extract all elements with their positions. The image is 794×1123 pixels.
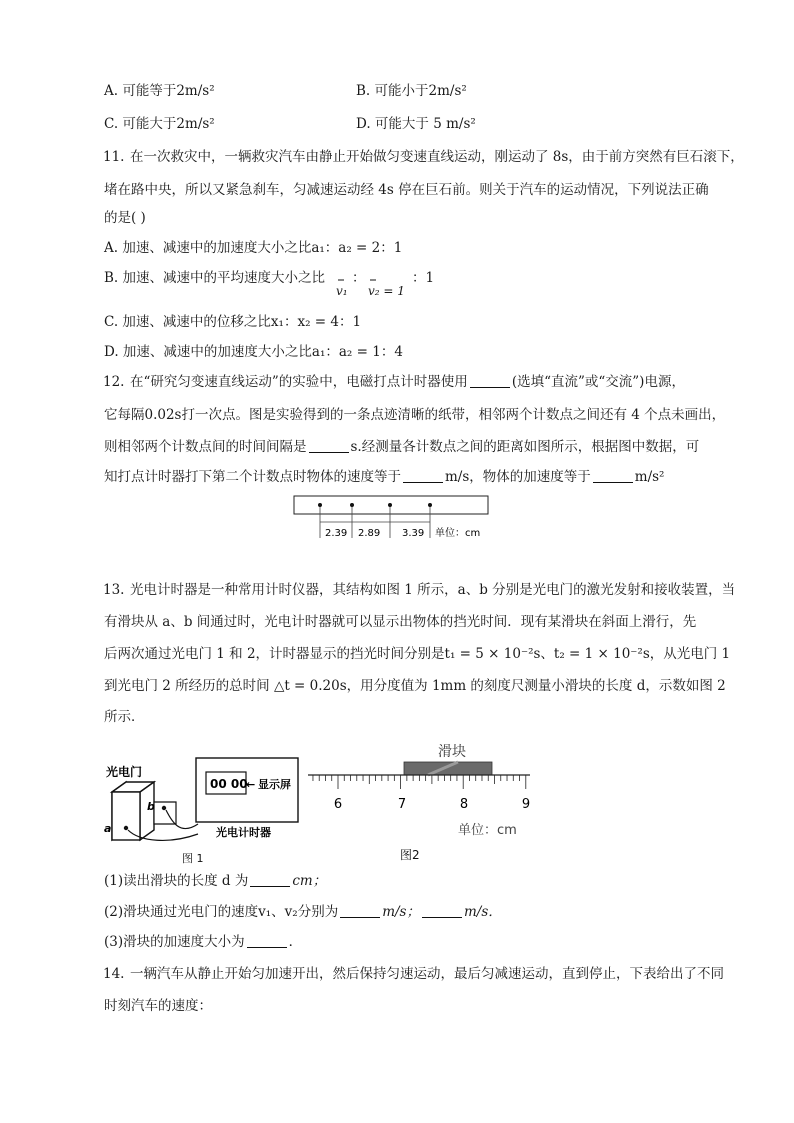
q12-blank-3[interactable] — [403, 468, 443, 483]
q13-sub1 — [104, 871, 326, 891]
figure-2-caption: 图2 — [400, 848, 420, 862]
q13-blank-v1[interactable] — [340, 903, 380, 918]
q11-number: 11. — [103, 149, 125, 165]
ruler-tick-8: 8 — [459, 797, 469, 812]
q10-option-b: B. 可能小于2m/s² — [356, 83, 467, 99]
slider-block — [404, 762, 492, 775]
figure-1-caption: 图 1 — [182, 852, 204, 865]
tape-distance-1: 2.39 — [325, 528, 348, 539]
q14-number: 14. — [103, 966, 125, 982]
q13-sub1-unit: cm； — [292, 873, 327, 889]
q12-line4-b: m/s，物体的加速度等于 — [445, 469, 591, 485]
svg-text:←: ← — [246, 778, 256, 791]
q12-line3-a: 则相邻两个计数点间的时间间隔是 — [104, 439, 307, 455]
display-screen-label: 显示屏 — [258, 778, 291, 791]
slider-label: 滑块 — [438, 744, 466, 760]
tape-distance-2: 2.89 — [358, 528, 381, 539]
photogate-label: 光电门 — [106, 765, 143, 779]
q13-sub3-text: (3)滑块的加速度大小为 — [104, 934, 245, 950]
q11-stem-line2: 堵在路中央，所以又紧急刹车，匀减速运动经 4s 停在巨石前。则关于汽车的运动情况，下列说法正确 — [104, 182, 709, 198]
q11-option-d: D. 加速、减速中的加速度大小之比a₁：a₂ = 1：4 — [104, 344, 403, 360]
q12-stem-line4 — [104, 467, 664, 487]
ruler-tick-7: 7 — [397, 797, 407, 812]
tape-distance-3: 3.39 — [402, 528, 425, 539]
receiver-label-b: b — [147, 800, 155, 813]
q13-stem-line3: 后两次通过光电门 1 和 2，计时器显示的挡光时间分别是t₁ = 5 × 10⁻²s、t₂ = 1 × 10⁻²s，从光电门 1 — [104, 646, 731, 662]
q10-option-a: A. 可能等于2m/s² — [104, 83, 215, 99]
q12-line1-b: (选填“直流”或“交流”)电源， — [511, 374, 685, 390]
paper-tape-figure — [290, 494, 500, 544]
q11-option-b-text: B. 加速、减速中的平均速度大小之比 — [104, 270, 326, 286]
q11-option-b — [104, 268, 325, 288]
q11-v2-bar: v₂ = 1 — [368, 284, 405, 298]
tape-dot-4 — [428, 503, 432, 507]
q11-option-c: C. 加速、减速中的位移之比x₁：x₂ = 4：1 — [104, 314, 362, 330]
q13-sub2-unit1: m/s； — [382, 904, 420, 920]
q13-stem-line1: 光电计时器是一种常用计时仪器，其结构如图 1 所示，a、b 分别是光电门的激光发射和接收装置，当 — [130, 582, 736, 598]
ruler-tick-6: 6 — [333, 797, 343, 812]
q13-sub2-text: (2)滑块通过光电门的速度v₁、v₂分别为 — [104, 904, 339, 920]
q13-blank-d[interactable] — [250, 872, 290, 887]
q13-stem-line5: 所示． — [104, 709, 145, 725]
q12-stem-line2: 它每隔0.02s打一次点。图是实验得到的一条点迹清晰的纸带，相邻两个计数点之间还有 4 个点未画出， — [104, 407, 726, 423]
q12-line1-a: 在“研究匀变速直线运动”的实验中，电磁打点计时器使用 — [130, 374, 468, 390]
q11-stem-line1: 在一次救灾中，一辆救灾汽车由静止开始做匀变速直线运动，刚运动了 8s，由于前方突然有巨石滚下， — [130, 149, 744, 165]
q12-line4-c: m/s² — [634, 469, 665, 485]
q12-blank-1[interactable] — [470, 373, 510, 388]
q13-stem-line4: 到光电门 2 所经历的总时间 △t = 0.20s，用分度值为 1mm 的刻度尺测量小滑块的长度 d，示数如图 2 — [104, 678, 726, 694]
q13-sub2-unit2: m/s． — [463, 904, 502, 920]
ruler-tick-9: 9 — [521, 797, 531, 812]
timer-label: 光电计时器 — [216, 826, 271, 839]
q13-sub2 — [104, 902, 502, 922]
q11-option-b-tail: ：1 — [412, 270, 435, 286]
tape-dot-2 — [350, 503, 354, 507]
ruler-unit: 单位：cm — [458, 823, 517, 838]
q12-blank-4[interactable] — [593, 468, 633, 483]
tape-unit: 单位：cm — [435, 528, 481, 539]
q11-stem-line3: 的是( ) — [104, 210, 146, 226]
photogate-figure — [100, 752, 310, 844]
q13-sub1-text: (1)读出滑块的长度 d 为 — [104, 873, 249, 889]
q12-line3-b: s.经测量各计数点之间的距离如图所示，根据图中数据，可 — [350, 439, 700, 455]
q10-option-d: D. 可能大于 5 m/s² — [356, 116, 476, 132]
q13-stem-line2: 有滑块从 a、b 间通过时，光电计时器就可以显示出物体的挡光时间．现有某滑块在斜面上滑行，先 — [104, 614, 697, 630]
q11-v1-bar: v₁ — [336, 284, 348, 298]
timer-display: 00 00 — [210, 777, 248, 791]
q12-stem-line3 — [104, 437, 699, 457]
q12-blank-2[interactable] — [309, 438, 349, 453]
q12-stem-line1 — [130, 372, 685, 392]
q12-line4-a: 知打点计时器打下第二个计数点时物体的速度等于 — [104, 469, 401, 485]
emitter-label-a: a — [104, 822, 112, 835]
q13-sub3 — [104, 932, 302, 952]
q11-bar-marks — [336, 278, 396, 284]
q13-blank-a[interactable] — [247, 933, 287, 948]
tape-dot-1 — [318, 503, 322, 507]
tape-dot-3 — [388, 503, 392, 507]
q13-number: 13. — [103, 582, 125, 598]
q11-colon: ： — [352, 270, 366, 286]
q11-option-a: A. 加速、减速中的加速度大小之比a₁：a₂ = 2：1 — [104, 240, 403, 256]
q12-number: 12. — [103, 374, 125, 390]
q10-option-c: C. 可能大于2m/s² — [104, 116, 215, 132]
q14-stem-line2: 时刻汽车的速度： — [104, 998, 212, 1014]
q13-sub3-end: ． — [288, 934, 303, 950]
ruler-figure — [308, 740, 533, 840]
q14-stem-line1: 一辆汽车从静止开始匀加速开出，然后保持匀速运动，最后匀减速运动，直到停止，下表给出了不同 — [130, 966, 724, 982]
q13-blank-v2[interactable] — [422, 903, 462, 918]
